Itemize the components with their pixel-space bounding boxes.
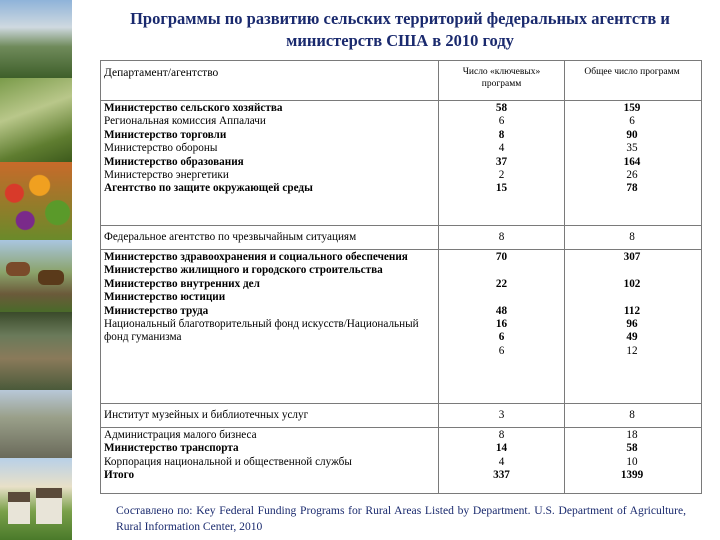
key-value: 70 <box>495 251 508 263</box>
total-value: 6 <box>629 115 635 128</box>
total-cell <box>565 226 699 249</box>
total-value: 58 <box>626 442 638 455</box>
total-value: 8 <box>629 409 635 421</box>
total-value: 78 <box>626 182 638 195</box>
mountain-village-photo <box>0 0 72 78</box>
decorative-photo-strip <box>0 0 72 540</box>
key-cell <box>439 404 565 427</box>
cow-shape <box>6 262 30 276</box>
dept-name: Корпорация национальной и общественной службы <box>104 455 352 468</box>
dept-name: Итого <box>104 469 135 482</box>
dept-name: Министерство внутренних дел <box>104 277 260 290</box>
table-group-row <box>101 100 701 225</box>
dept-cell <box>101 226 439 249</box>
table-group-row <box>101 225 701 249</box>
total-value: 307 <box>623 251 641 263</box>
barn-photo <box>0 312 72 390</box>
source-note: Составлено по: Key Federal Funding Programs for Rural Areas Listed by Department. U.S. Department of Agriculture, Rural Information Center, 2010 <box>116 504 686 533</box>
header-dept: Департамент/агентство <box>101 61 439 100</box>
dept-name: Министерство труда <box>104 304 209 317</box>
dept-name: Министерство образования <box>104 155 244 168</box>
table-header-row <box>101 61 701 100</box>
dept-name: Министерство здравоохранения и социального обеспечения <box>104 251 408 263</box>
slide-title: Программы по развитию сельских территорий федеральных агентств и министерств США в 2010 году <box>130 9 670 50</box>
dept-name: Министерство обороны <box>104 142 218 155</box>
total-value: 164 <box>623 155 641 168</box>
dept-name: Федеральное агентство по чрезвычайным ситуациям <box>104 231 357 243</box>
key-value: 6 <box>498 115 505 128</box>
total-value: 35 <box>626 142 638 155</box>
key-value: 15 <box>495 182 508 195</box>
house-shape <box>36 488 62 524</box>
vegetables-photo <box>0 162 72 240</box>
total-value: 1399 <box>620 469 644 482</box>
dept-name: Министерство жилищного и городского строительства <box>104 264 383 277</box>
dept-name: Администрация малого бизнеса <box>104 429 257 441</box>
dept-name: Министерство сельского хозяйства <box>104 102 283 114</box>
key-value: 2 <box>498 169 505 182</box>
key-value: 4 <box>498 142 505 155</box>
dept-cell <box>101 101 439 225</box>
total-cell <box>565 101 699 225</box>
key-value: 14 <box>495 442 508 455</box>
dept-cell <box>101 428 439 493</box>
key-value: 22 <box>495 277 508 290</box>
dept-name: Министерство энергетики <box>104 169 229 182</box>
dept-name: Министерство торговли <box>104 128 227 141</box>
key-cell <box>439 428 565 493</box>
programs-table <box>100 60 702 494</box>
dept-name: Министерство юстиции <box>104 291 226 304</box>
total-cell <box>565 250 699 403</box>
total-value: 49 <box>626 331 638 344</box>
dept-name: Институт музейных и библиотечных услуг <box>104 409 309 421</box>
key-value: 8 <box>498 429 505 441</box>
key-cell <box>439 250 565 403</box>
table-group-row <box>101 427 701 493</box>
cow-shape <box>38 270 64 285</box>
key-value: 6 <box>498 344 505 357</box>
key-cell <box>439 101 565 225</box>
key-value: 4 <box>498 455 505 468</box>
key-value: 16 <box>495 318 508 331</box>
key-value: 3 <box>498 409 505 421</box>
key-value: 58 <box>495 102 508 114</box>
total-value: 90 <box>626 128 638 141</box>
total-cell <box>565 404 699 427</box>
key-value: 48 <box>495 304 508 317</box>
key-value: 8 <box>498 128 505 141</box>
key-value: 6 <box>498 331 505 344</box>
dept-name: Региональная комиссия Аппалачи <box>104 115 266 128</box>
total-value: 96 <box>626 318 638 331</box>
table-group-row <box>101 249 701 403</box>
dept-name: Национальный благотворительный фонд искусств/Национальный фонд гуманизма <box>104 318 419 344</box>
total-value: 159 <box>623 102 641 114</box>
dept-cell <box>101 250 439 403</box>
key-value: 37 <box>495 155 508 168</box>
total-value: 112 <box>623 304 641 317</box>
total-value: 12 <box>626 344 638 357</box>
header-key-programs: Число «ключевых» программ <box>439 61 565 100</box>
total-value: 10 <box>626 455 638 468</box>
dept-cell <box>101 404 439 427</box>
total-value: 26 <box>626 169 638 182</box>
rock-landscape-photo <box>0 390 72 458</box>
total-value: 18 <box>626 429 638 441</box>
key-value: 337 <box>493 469 510 482</box>
total-value: 102 <box>623 277 641 290</box>
key-value: 8 <box>498 231 505 243</box>
house-shape <box>8 492 30 524</box>
key-cell <box>439 226 565 249</box>
header-total-programs: Общее число программ <box>584 67 680 77</box>
dept-name: Агентство по защите окружающей среды <box>104 182 313 195</box>
table-group-row <box>101 403 701 427</box>
total-value: 8 <box>629 231 635 243</box>
total-cell <box>565 428 699 493</box>
dept-name: Министерство транспорта <box>104 442 239 455</box>
farm-field-photo <box>0 78 72 162</box>
